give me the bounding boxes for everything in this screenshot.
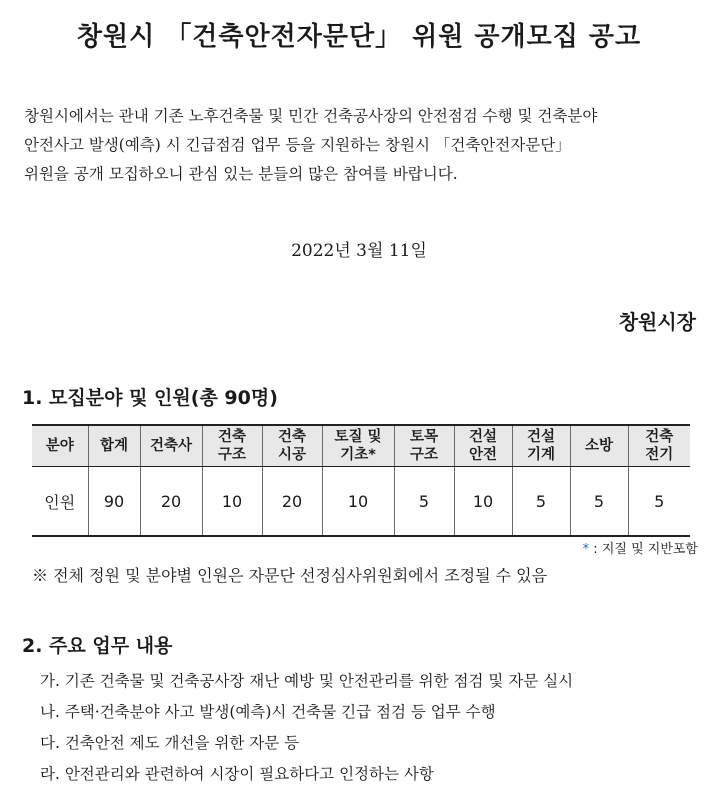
value-cell: 90 xyxy=(88,467,140,537)
footnote-mark: * xyxy=(582,542,590,557)
section2-heading: 2. 주요 업무 내용 xyxy=(22,635,173,657)
table-row xyxy=(32,467,690,537)
header-line: 건설 xyxy=(526,429,555,445)
header-line: 시공 xyxy=(277,447,306,463)
list-item: 다. 건축안전 제도 개선을 위한 자문 등 xyxy=(40,734,300,752)
header-cell xyxy=(454,425,512,467)
value-cell: 10 xyxy=(322,467,394,537)
list-item: 나. 주택·건축분야 사고 발생(예측)시 건축물 긴급 점검 등 업무 수행 xyxy=(40,703,496,721)
header-cell xyxy=(202,425,262,467)
value-cell: 10 xyxy=(454,467,512,537)
announcement-date: 2022년 3월 11일 xyxy=(291,241,427,261)
header-line: 구조 xyxy=(217,447,246,463)
header-line: 건축 xyxy=(645,429,674,445)
intro-line: 안전사고 발생(예측) 시 긴급점검 업무 등을 지원하는 창원시 「건축안전자문단」 xyxy=(24,136,571,154)
header-cell xyxy=(140,425,202,467)
value-cell: 5 xyxy=(512,467,570,537)
header-line: 건설 xyxy=(468,429,497,445)
recruitment-table xyxy=(32,424,690,537)
header-cell xyxy=(628,425,690,467)
intro-line: 위원을 공개 모집하오니 관심 있는 분들의 많은 참여를 바랍니다. xyxy=(24,165,458,183)
quota-remark: ※ 전체 정원 및 분야별 인원은 자문단 선정심사위원회에서 조정될 수 있음 xyxy=(32,566,548,585)
header-cell xyxy=(394,425,454,467)
row-label-cell: 인원 xyxy=(32,467,88,537)
header-line: 건축사 xyxy=(149,438,193,454)
header-cell xyxy=(322,425,394,467)
intro-line: 창원시에서는 관내 기존 노후건축물 및 민간 건축공사장의 안전점검 수행 및 건축분야 xyxy=(24,107,598,125)
header-line: 토목 xyxy=(409,429,438,445)
header-line: 건축 xyxy=(277,429,306,445)
value-cell: 5 xyxy=(628,467,690,537)
list-item: 라. 안전관리와 관련하여 시장이 필요하다고 인정하는 사항 xyxy=(40,765,434,783)
duties-list xyxy=(40,666,573,790)
header-line: 소방 xyxy=(584,438,613,454)
header-line: 기계 xyxy=(526,447,555,463)
value-cell: 20 xyxy=(140,467,202,537)
list-item: 가. 기존 건축물 및 건축공사장 재난 예방 및 안전관리를 위한 점검 및 자문 실시 xyxy=(40,672,574,690)
header-line: 건축 xyxy=(217,429,246,445)
header-line: 토질 및 xyxy=(334,429,382,445)
value-cell: 5 xyxy=(570,467,628,537)
header-line: 안전 xyxy=(468,447,497,463)
intro-paragraph xyxy=(24,102,704,189)
section1-heading: 1. 모집분야 및 인원(총 90명) xyxy=(22,387,278,409)
header-cell xyxy=(262,425,322,467)
header-line: 기초* xyxy=(340,447,376,463)
header-line: 전기 xyxy=(645,447,674,463)
value-cell: 20 xyxy=(262,467,322,537)
value-cell: 5 xyxy=(394,467,454,537)
header-line: 구조 xyxy=(409,447,438,463)
signer: 창원시장 xyxy=(618,310,696,334)
header-line: 합계 xyxy=(99,438,128,454)
footnote-text: : 지질 및 지반포함 xyxy=(589,542,698,557)
table-header-row xyxy=(32,425,690,467)
header-cell xyxy=(88,425,140,467)
header-cell: 분야 xyxy=(32,425,88,467)
header-cell xyxy=(570,425,628,467)
value-cell: 10 xyxy=(202,467,262,537)
table-footnote xyxy=(583,538,698,557)
document-title: 창원시 「건축안전자문단」 위원 공개모집 공고 xyxy=(76,22,642,52)
header-cell xyxy=(512,425,570,467)
